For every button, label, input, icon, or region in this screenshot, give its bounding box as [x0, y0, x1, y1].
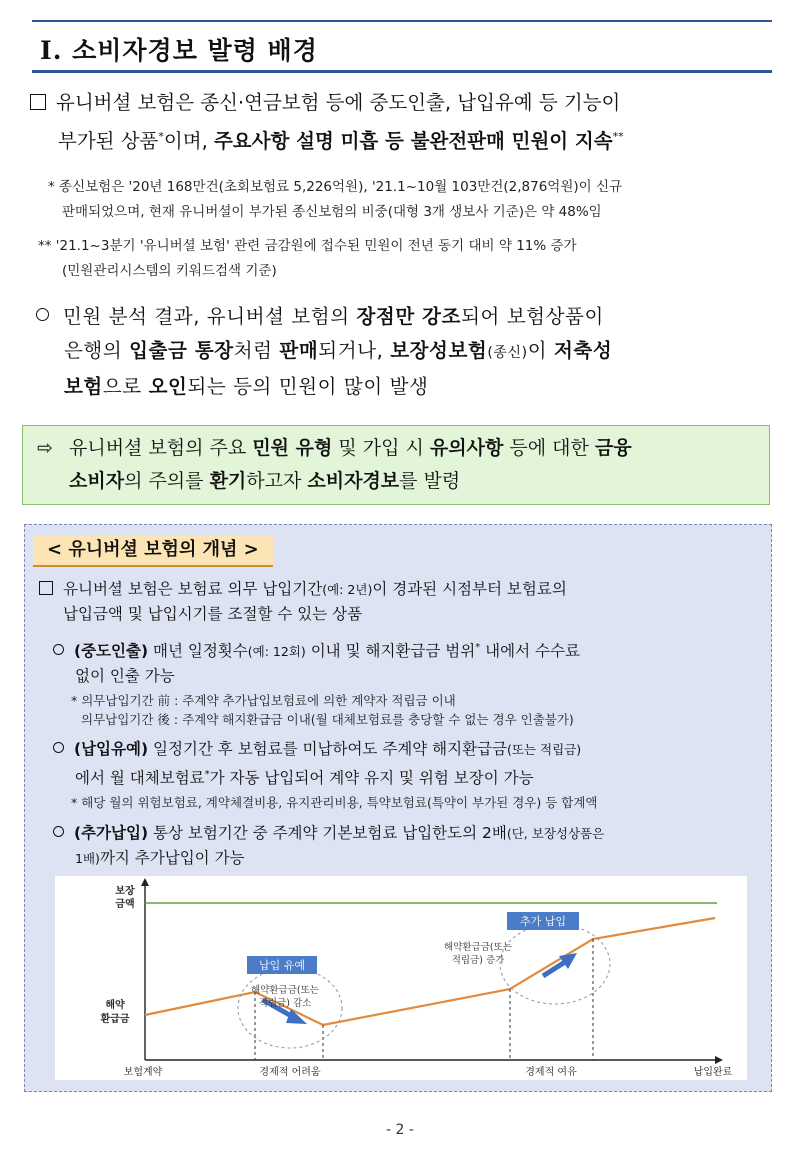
- callout-line: [37, 465, 765, 498]
- para2-text: 되어 보험상품이: [461, 305, 604, 328]
- concept-small: (또는 적립금): [507, 742, 582, 757]
- note-line: 의무납입기간 後 : 주계약 해지환급금 이내(월 대체보험료를 충당할 수 없는 경우 인출불가): [81, 712, 574, 727]
- concept-text: 까지 추가납입이 가능: [99, 849, 245, 867]
- square-bullet-icon: [30, 94, 46, 110]
- square-bullet-icon: [39, 581, 53, 595]
- callout-text-part: 등에 대한: [503, 437, 595, 459]
- label-add: 추가 납입: [519, 915, 567, 928]
- concept-line: [53, 762, 765, 791]
- concept-text: 유니버셜 보험은 보험료 의무 납입기간: [63, 580, 323, 598]
- para2-text: 이: [527, 339, 554, 362]
- footnote-line: ** '21.1~3분기 '유니버셜 보험' 관련 금감원에 접수된 민원이 전년 동기 대비 약 11% 증가: [38, 238, 577, 254]
- concept-definition: [39, 577, 764, 627]
- concept-title: < 유니버셜 보험의 개념 >: [33, 535, 273, 567]
- concept-item-additional: [53, 821, 765, 871]
- para2-text: 은행의: [64, 339, 130, 362]
- footnote-mark: *: [475, 642, 481, 653]
- circle-bullet-icon: [53, 644, 64, 655]
- concept-note-pause: [71, 793, 771, 812]
- y-label-coverage-2: 금액: [115, 899, 135, 910]
- concept-line: 없이 인출 가능: [75, 667, 175, 686]
- concept-line: [39, 577, 764, 602]
- concept-text: 매년 일정횟수: [148, 642, 248, 661]
- para2-text: 으로: [102, 375, 149, 398]
- para2-bold: 보험: [64, 375, 103, 398]
- concept-bold: (추가납입): [74, 824, 149, 842]
- footnote-line: (민원관리시스템의 키워드검색 기준): [62, 263, 277, 279]
- concept-small: (예: 12회): [247, 644, 306, 660]
- circle-bullet-icon: [53, 826, 64, 837]
- concept-line: [53, 846, 765, 871]
- right-arrow-icon: ⇨: [37, 437, 53, 459]
- annotation-increase-line2: 적립금) 증가: [451, 955, 505, 966]
- callout-text-part: 유니버셜 보험의 주요: [69, 437, 253, 459]
- concept-line: [53, 635, 765, 664]
- conclusion-callout: [22, 425, 770, 505]
- note-line: * 해당 월의 위험보험료, 계약체결비용, 유지관리비용, 특약보험료(특약이 부가된 경우) 등 합계액: [71, 795, 598, 810]
- paragraph-analysis: [36, 300, 776, 404]
- surrender-value-line: [145, 918, 715, 1025]
- paragraph-background: [30, 86, 780, 159]
- footnote-mark: **: [612, 130, 624, 143]
- concept-text: 이 경과된 시점부터 보험료의: [372, 580, 567, 598]
- annotation-increase-line1: 해약환급금(또는: [444, 942, 512, 953]
- page-number: - 2 -: [386, 1122, 414, 1138]
- concept-text: 에서 월 대체보험료: [75, 769, 205, 788]
- paragraph-line: [30, 120, 780, 159]
- concept-small: (단, 보장성상품은: [506, 826, 605, 841]
- annotation-decrease-line2: 적립금) 감소: [258, 998, 312, 1009]
- paragraph-line: [36, 334, 776, 370]
- paragraph-line: [30, 86, 780, 120]
- universal-insurance-diagram: [55, 876, 747, 1080]
- concept-line: 납입금액 및 납입시기를 조절할 수 있는 상품: [63, 605, 363, 623]
- section-title: Ⅰ. 소비자경보 발령 배경: [40, 36, 318, 65]
- concept-item-withdrawal: [53, 635, 765, 689]
- para1-text: 이며,: [163, 129, 214, 153]
- concept-small: (예: 2년): [322, 582, 373, 597]
- para2-text: 되는 등의 민원이 많이 발생: [187, 375, 429, 398]
- para2-bold: 오인: [148, 375, 188, 398]
- concept-small: 1배): [75, 851, 100, 866]
- para1-bold: 주요사항 설명 미흡 등 불완전판매 민원이 지속: [213, 129, 613, 153]
- callout-bold: 환기: [209, 470, 247, 492]
- callout-bold: 유의사항: [429, 437, 504, 459]
- callout-text-part: 하고자: [246, 470, 308, 492]
- para2-bold: 저축성: [554, 339, 613, 362]
- para1-text: 부가된 상품: [58, 129, 159, 153]
- para2-bold: 보장성보험: [390, 339, 488, 362]
- callout-text-part: 및 가입 시: [332, 437, 430, 459]
- concept-text: 내에서 수수료: [480, 642, 580, 661]
- y-label-coverage-1: 보장: [115, 886, 135, 897]
- y-axis-arrow-icon: [141, 878, 149, 886]
- x-label-surplus: 경제적 여유: [525, 1067, 577, 1078]
- x-label-end: 납입완료: [693, 1067, 733, 1078]
- x-label-hardship: 경제적 어려움: [259, 1067, 321, 1078]
- increase-arrow-icon: [543, 962, 565, 976]
- concept-text: 이내 및 해지환급금 범위: [305, 642, 476, 661]
- x-axis-arrow-icon: [715, 1056, 723, 1064]
- para1-line1: 유니버셜 보험은 종신·연금보험 등에 중도인출, 납입유예 등 기능이: [56, 91, 621, 114]
- callout-bold: 금융: [594, 437, 632, 459]
- footnote-mark: *: [158, 130, 164, 143]
- concept-line: [53, 821, 765, 846]
- para2-small: (종신): [487, 345, 528, 361]
- footnote-1: [48, 175, 778, 225]
- para2-bold: 입출금 통장: [129, 339, 234, 362]
- note-line: * 의무납입기간 前 : 주계약 추가납입보험료에 의한 계약자 적립금 이내: [71, 693, 456, 708]
- concept-text: 통상 보험기간 중 주계약 기본보험료 납입한도의 2배: [148, 824, 507, 842]
- y-label-surrender-1: 해약: [105, 1000, 125, 1011]
- concept-bold: (중도인출): [74, 642, 149, 661]
- callout-bold: 민원 유형: [252, 437, 333, 459]
- concept-text: 일정기간 후 보험료를 미납하여도 주계약 해지환급금: [148, 740, 508, 758]
- concept-item-pause: [53, 737, 765, 791]
- concept-line: [53, 737, 765, 762]
- paragraph-line: [36, 300, 776, 334]
- callout-text-part: 를 발령: [399, 470, 461, 492]
- section-heading: [32, 20, 772, 73]
- annotation-decrease-line1: 해약환급금(또는: [251, 985, 319, 996]
- para2-text: 되거나,: [318, 339, 391, 362]
- callout-text-part: 의 주의를: [124, 470, 210, 492]
- para2-text: 처럼: [233, 339, 280, 362]
- circle-bullet-icon: [53, 742, 64, 753]
- concept-note-withdrawal: [71, 691, 771, 729]
- callout-bold: 소비자: [69, 470, 125, 492]
- concept-bold: (납입유예): [74, 740, 149, 758]
- footnote-mark: *: [204, 769, 210, 780]
- concept-text: 가 자동 납입되어 계약 유지 및 위험 보장이 가능: [209, 769, 534, 788]
- callout-line: [37, 432, 765, 465]
- footnote-line: 판매되었으며, 현재 유니버셜이 부가된 종신보험의 비중(대형 3개 생보사 기준)은 약 48%임: [62, 204, 602, 220]
- footnote-line: * 종신보험은 '20년 168만건(초회보험료 5,226억원), '21.1~10월 103만건(2,876억원)이 신규: [48, 179, 623, 195]
- y-label-surrender-2: 환급금: [100, 1014, 130, 1025]
- x-label-start: 보험계약: [123, 1067, 163, 1078]
- callout-bold: 소비자경보: [307, 470, 400, 492]
- para2-text: 민원 분석 결과, 유니버셜 보험의: [63, 305, 357, 328]
- callout-text: [37, 432, 765, 498]
- circle-bullet-icon: [36, 308, 49, 321]
- label-pause: 납입 유예: [258, 959, 306, 972]
- para2-bold: 판매: [279, 339, 319, 362]
- para2-bold: 장점만 강조: [356, 305, 462, 328]
- footnote-2: [38, 234, 778, 284]
- paragraph-line: [36, 370, 776, 404]
